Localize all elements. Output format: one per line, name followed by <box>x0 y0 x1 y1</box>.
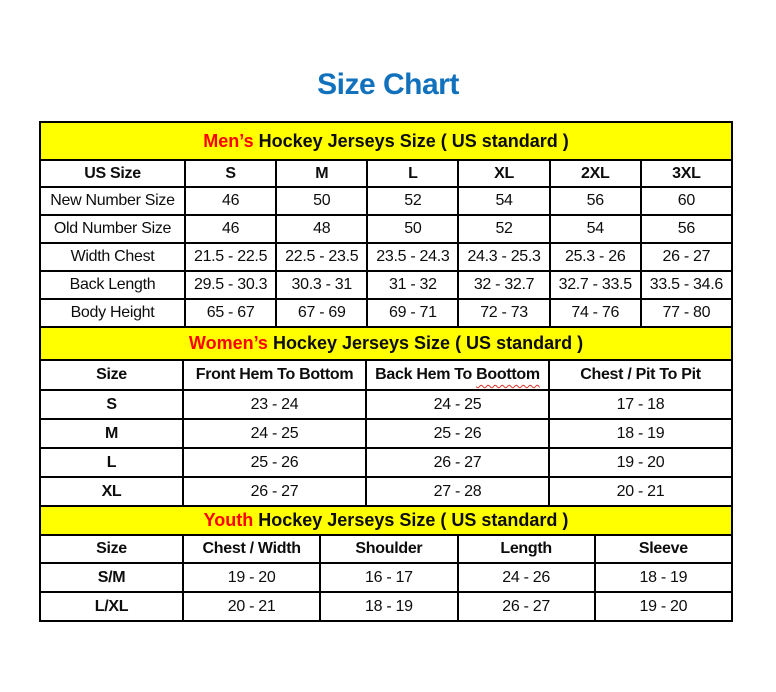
womens-column-header: Chest / Pit To Pit <box>549 360 732 390</box>
youth-size-value: 18 - 19 <box>320 592 457 621</box>
youth-column-header: Chest / Width <box>183 535 320 563</box>
youth-banner <box>39 505 733 536</box>
mens-size-value: 54 <box>458 187 549 215</box>
page-title: Size Chart <box>317 68 459 101</box>
mens-size-value: 32.7 - 33.5 <box>550 271 641 299</box>
mens-size-value: 31 - 32 <box>367 271 458 299</box>
youth-table-row <box>40 563 732 592</box>
mens-size-value: 21.5 - 22.5 <box>185 243 276 271</box>
mens-column-header: 2XL <box>550 160 641 187</box>
mens-size-value: 26 - 27 <box>641 243 732 271</box>
womens-column-header: Back Hem To Boottom <box>366 360 549 390</box>
mens-size-value: 65 - 67 <box>185 299 276 327</box>
youth-header-row <box>40 535 732 563</box>
mens-table-row <box>40 243 732 271</box>
womens-header-row <box>40 360 732 390</box>
mens-size-value: 67 - 69 <box>276 299 367 327</box>
mens-size-value: 48 <box>276 215 367 243</box>
womens-row-label: S <box>40 390 183 419</box>
mens-size-value: 32 - 32.7 <box>458 271 549 299</box>
mens-size-value: 52 <box>458 215 549 243</box>
mens-column-header: S <box>185 160 276 187</box>
mens-size-value: 46 <box>185 215 276 243</box>
mens-row-label: Width Chest <box>40 243 185 271</box>
womens-size-value: 26 - 27 <box>366 448 549 477</box>
mens-size-value: 69 - 71 <box>367 299 458 327</box>
youth-size-value: 26 - 27 <box>458 592 595 621</box>
youth-banner-text: Hockey Jerseys Size ( US standard ) <box>253 510 569 530</box>
youth-size-value: 16 - 17 <box>320 563 457 592</box>
womens-banner-highlight: Women’s <box>188 333 268 353</box>
mens-column-header: XL <box>458 160 549 187</box>
mens-size-value: 77 - 80 <box>641 299 732 327</box>
mens-column-header: L <box>367 160 458 187</box>
mens-size-table-section <box>39 121 733 328</box>
mens-column-header: US Size <box>40 160 185 187</box>
womens-table-row <box>40 448 732 477</box>
womens-row-label: L <box>40 448 183 477</box>
womens-table <box>39 359 733 507</box>
mens-row-label: Back Length <box>40 271 185 299</box>
mens-banner-text: Hockey Jerseys Size ( US standard ) <box>253 130 569 151</box>
mens-size-value: 46 <box>185 187 276 215</box>
womens-table-row <box>40 390 732 419</box>
womens-size-value: 25 - 26 <box>366 419 549 448</box>
mens-size-value: 33.5 - 34.6 <box>641 271 732 299</box>
mens-size-value: 54 <box>550 215 641 243</box>
womens-size-value: 18 - 19 <box>549 419 732 448</box>
misspelled-word: Boottom <box>476 366 540 383</box>
womens-size-value: 27 - 28 <box>366 477 549 506</box>
mens-size-value: 74 - 76 <box>550 299 641 327</box>
youth-column-header: Shoulder <box>320 535 457 563</box>
youth-banner-highlight: Youth <box>203 510 254 530</box>
mens-column-header: M <box>276 160 367 187</box>
mens-row-label: Body Height <box>40 299 185 327</box>
youth-size-value: 19 - 20 <box>183 563 320 592</box>
womens-banner <box>39 326 733 361</box>
womens-size-value: 23 - 24 <box>183 390 366 419</box>
mens-size-value: 30.3 - 31 <box>276 271 367 299</box>
mens-table <box>39 159 733 328</box>
mens-size-value: 23.5 - 24.3 <box>367 243 458 271</box>
womens-column-header: Front Hem To Bottom <box>183 360 366 390</box>
youth-size-value: 19 - 20 <box>595 592 732 621</box>
mens-banner <box>39 121 733 161</box>
youth-column-header: Sleeve <box>595 535 732 563</box>
mens-table-row <box>40 187 732 215</box>
womens-size-table-section <box>39 326 733 507</box>
womens-row-label: M <box>40 419 183 448</box>
womens-table-row <box>40 477 732 506</box>
mens-header-row <box>40 160 732 187</box>
womens-banner-text: Hockey Jerseys Size ( US standard ) <box>267 333 584 353</box>
youth-row-label: S/M <box>40 563 183 592</box>
womens-size-value: 17 - 18 <box>549 390 732 419</box>
womens-size-value: 19 - 20 <box>549 448 732 477</box>
womens-size-value: 25 - 26 <box>183 448 366 477</box>
mens-table-row <box>40 299 732 327</box>
mens-column-header: 3XL <box>641 160 732 187</box>
womens-size-value: 20 - 21 <box>549 477 732 506</box>
mens-size-value: 56 <box>641 215 732 243</box>
youth-column-header: Length <box>458 535 595 563</box>
mens-table-row <box>40 271 732 299</box>
mens-size-value: 50 <box>276 187 367 215</box>
womens-size-value: 24 - 25 <box>366 390 549 419</box>
mens-size-value: 50 <box>367 215 458 243</box>
mens-size-value: 60 <box>641 187 732 215</box>
womens-size-value: 24 - 25 <box>183 419 366 448</box>
youth-row-label: L/XL <box>40 592 183 621</box>
youth-size-value: 18 - 19 <box>595 563 732 592</box>
size-chart-tables <box>39 121 733 622</box>
mens-row-label: New Number Size <box>40 187 185 215</box>
mens-size-value: 22.5 - 23.5 <box>276 243 367 271</box>
womens-table-row <box>40 419 732 448</box>
mens-row-label: Old Number Size <box>40 215 185 243</box>
youth-table-row <box>40 592 732 621</box>
youth-size-value: 20 - 21 <box>183 592 320 621</box>
mens-size-value: 56 <box>550 187 641 215</box>
mens-size-value: 52 <box>367 187 458 215</box>
mens-table-row <box>40 215 732 243</box>
youth-table <box>39 534 733 622</box>
womens-column-header: Size <box>40 360 183 390</box>
mens-banner-highlight: Men’s <box>203 130 254 151</box>
womens-size-value: 26 - 27 <box>183 477 366 506</box>
youth-size-value: 24 - 26 <box>458 563 595 592</box>
mens-size-value: 29.5 - 30.3 <box>185 271 276 299</box>
mens-size-value: 24.3 - 25.3 <box>458 243 549 271</box>
mens-size-value: 25.3 - 26 <box>550 243 641 271</box>
mens-size-value: 72 - 73 <box>458 299 549 327</box>
womens-row-label: XL <box>40 477 183 506</box>
youth-column-header: Size <box>40 535 183 563</box>
youth-size-table-section <box>39 505 733 622</box>
